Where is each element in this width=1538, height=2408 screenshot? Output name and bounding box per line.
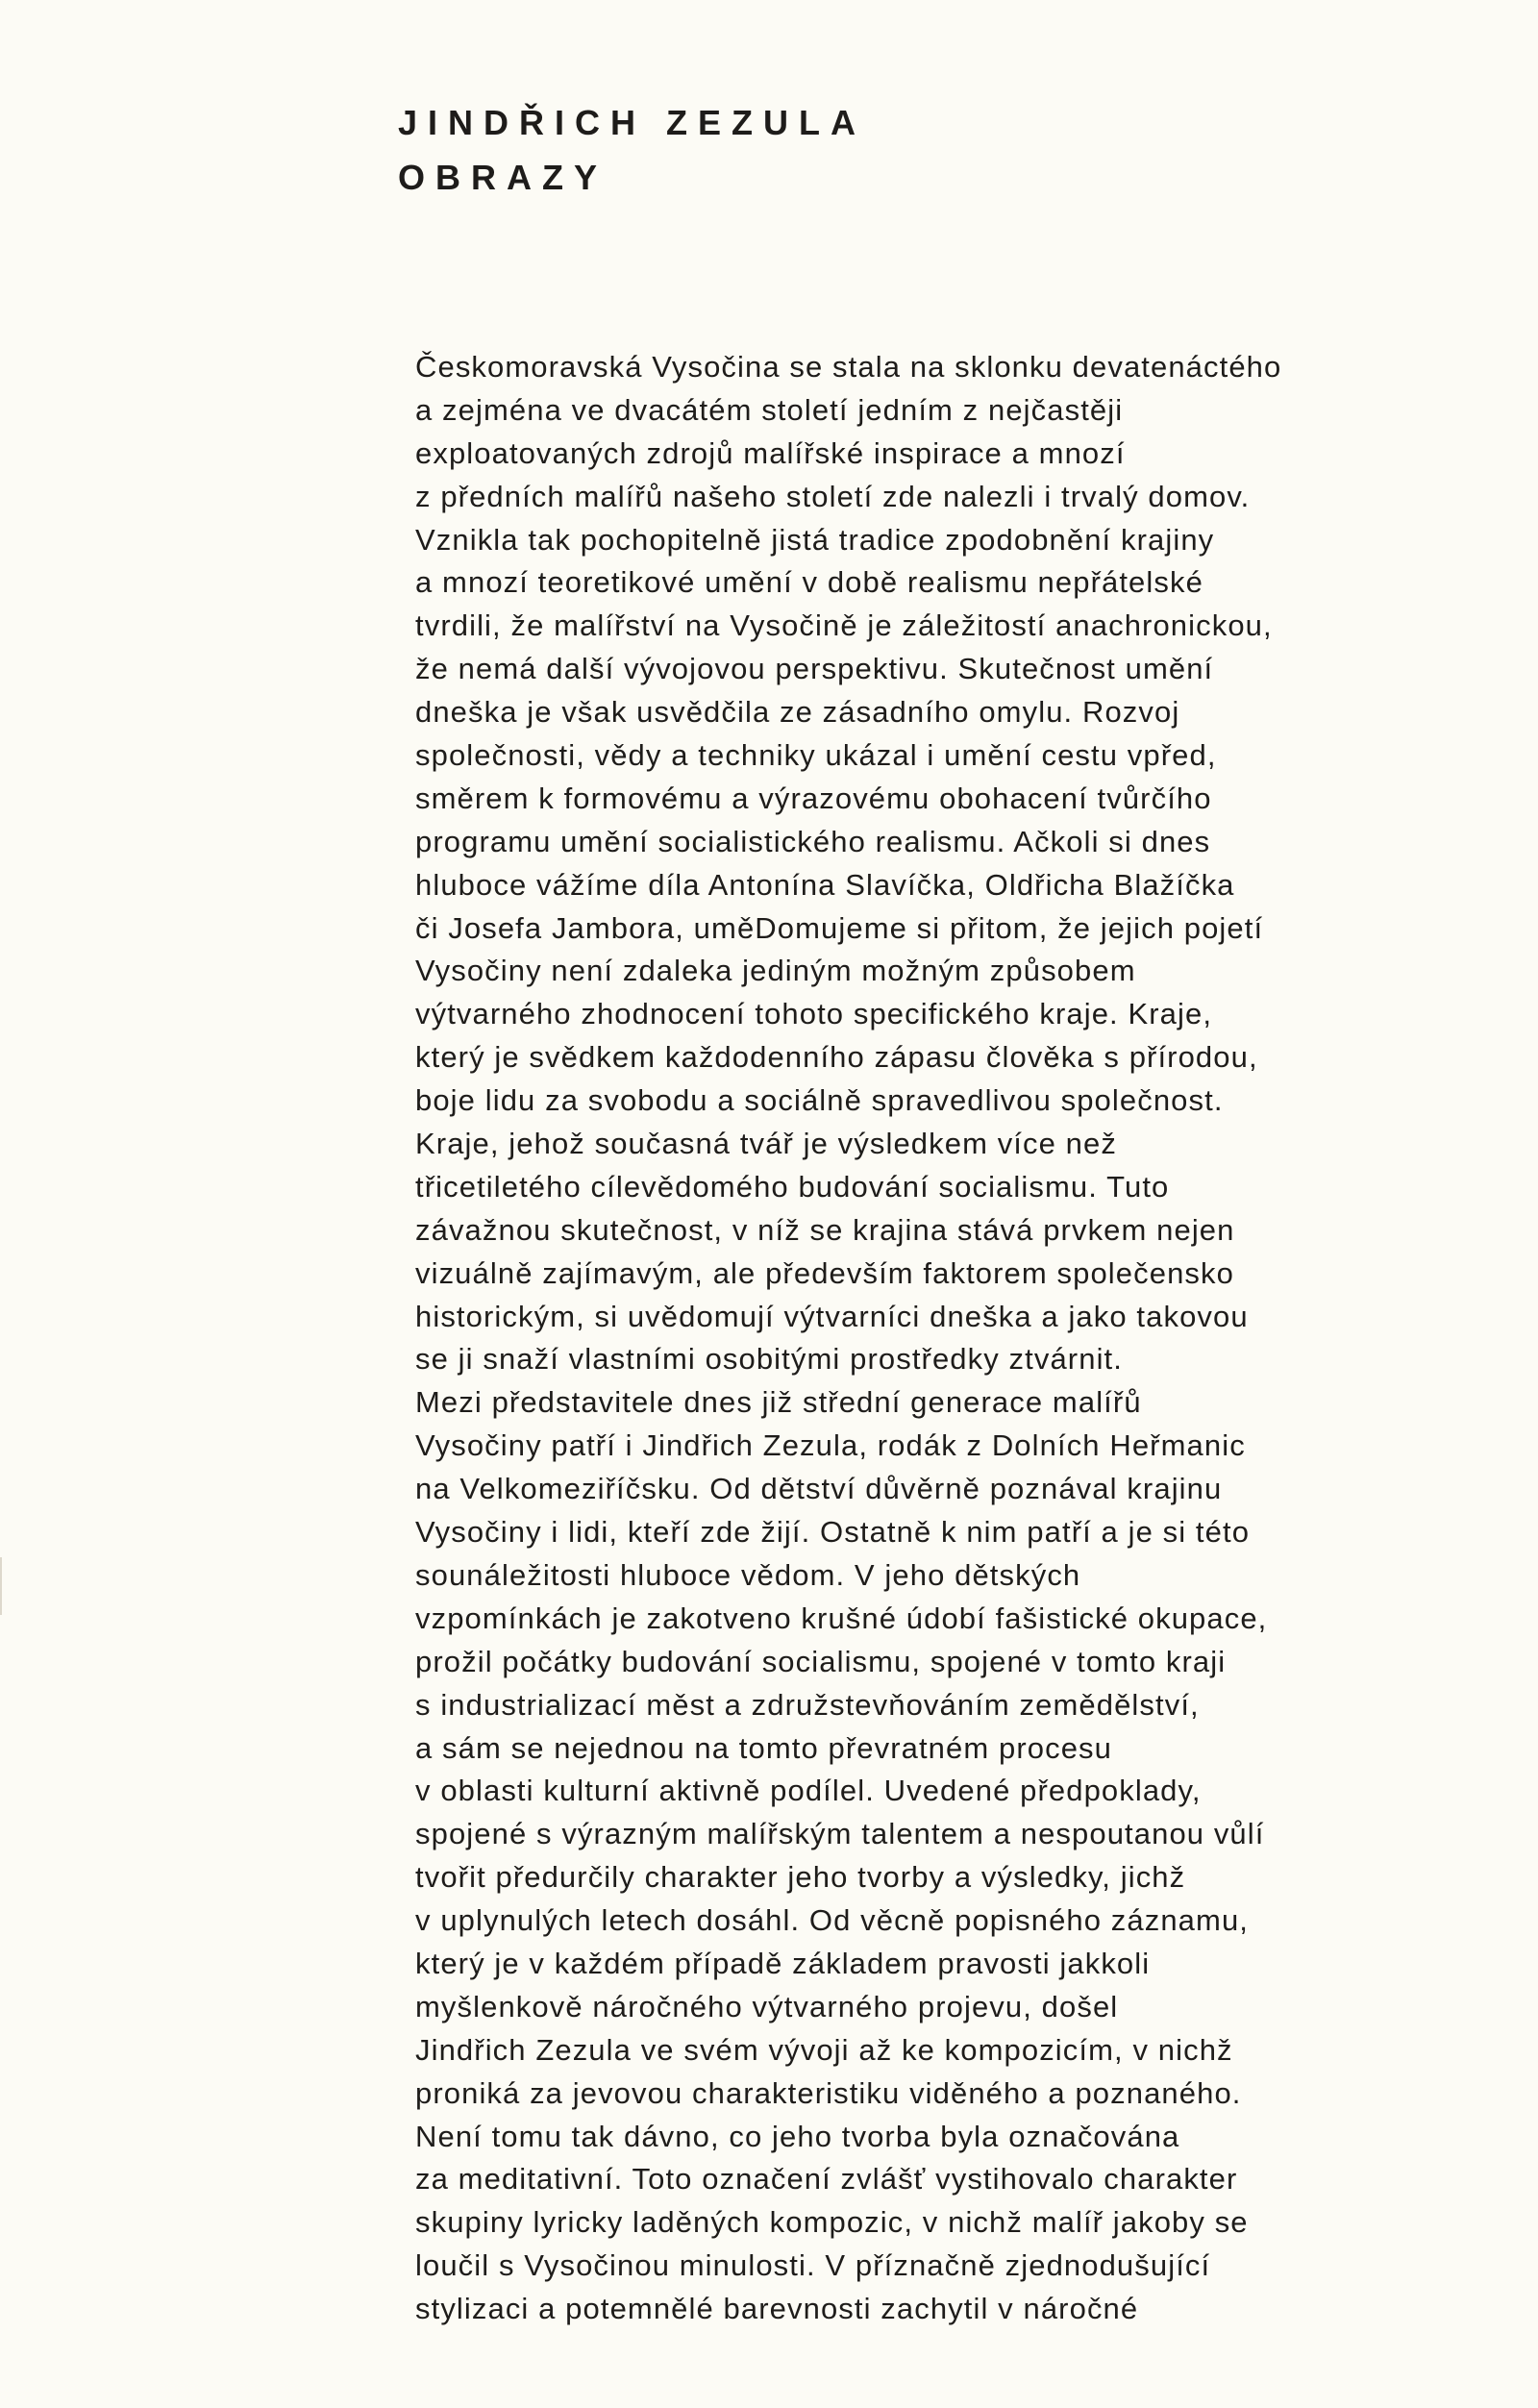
text-line: který je svědkem každodenního zápasu člověka s přírodou, [415,1040,1258,1075]
text-line: třicetiletého cílevědomého budování socialismu. Tuto [415,1169,1170,1204]
text-line: za meditativní. Toto označení zvlášť vystihovalo charakter [415,2162,1238,2197]
text-line: proniká za jevovou charakteristiku viděného a poznaného. [415,2075,1242,2110]
text-line: či Josefa Jambora, uměDomujeme si přitom, že jejich pojetí [415,910,1264,945]
text-line: tvořit předurčily charakter jeho tvorby a výsledky, jichž [415,1860,1186,1895]
author-heading: JINDŘICH ZEZULA [398,103,866,142]
text-line: spojené s výrazným malířským talentem a nespoutanou vůlí [415,1817,1265,1851]
text-line: vizuálně zajímavým, ale především faktorem společensko [415,1255,1234,1290]
text-line: prožil počátky budování socialismu, spojené v tomto kraji [415,1644,1227,1678]
text-line: loučil s Vysočinou minulosti. V příznačně zjednodušující [415,2248,1211,2283]
text-line: na Velkomeziříčsku. Od dětství důvěrně poznával krajinu [415,1472,1223,1506]
body-text [415,346,1281,2331]
text-line: s industrializací měst a združstevňováním zemědělství, [415,1687,1200,1722]
text-line: Mezi představitele dnes již střední generace malířů [415,1385,1142,1420]
text-line: boje lidu za svobodu a sociálně spravedlivou společnost. [415,1083,1224,1118]
text-line: Vysočiny i lidi, kteří zde žijí. Ostatně k nim patří a je si této [415,1515,1251,1550]
text-line: tvrdili, že malířství na Vysočině je záležitostí anachronickou, [415,608,1273,643]
text-line: se ji snaží vlastními osobitými prostředky ztvárnit. [415,1342,1123,1377]
text-line: vzpomínkách je zakotveno krušné údobí fašistické okupace, [415,1601,1268,1635]
text-line: závažnou skutečnost, v níž se krajina stává prvkem nejen [415,1212,1235,1247]
text-line: Není tomu tak dávno, co jeho tvorba byla označována [415,2119,1180,2153]
text-line: Vznikla tak pochopitelně jistá tradice zpodobnění krajiny [415,522,1215,557]
text-line: Jindřich Zezula ve svém vývoji až ke kompozicím, v nichž [415,2032,1233,2067]
text-line: Vysočiny není zdaleka jediným možným způsobem [415,954,1136,988]
text-line: z předních malířů našeho století zde nalezli i trvalý domov. [415,479,1251,513]
text-line: Českomoravská Vysočina se stala na sklonku devatenáctého [415,350,1282,384]
text-line: Vysočiny patří i Jindřich Zezula, rodák z Dolních Heřmanic [415,1428,1246,1463]
text-line: Kraje, jehož současná tvář je výsledkem více než [415,1127,1117,1161]
text-line: v uplynulých letech dosáhl. Od věcně popisného záznamu, [415,1903,1249,1938]
text-line: společnosti, vědy a techniky ukázal i umění cestu vpřed, [415,738,1217,773]
text-line: sounáležitosti hluboce vědom. V jeho dětských [415,1557,1081,1592]
text-line: směrem k formovému a výrazovému obohacení tvůrčího [415,781,1212,815]
text-line: dneška je však usvědčila ze zásadního omylu. Rozvoj [415,695,1180,730]
page-edge-mark [0,1557,2,1615]
text-line: a zejména ve dvacátém století jedním z nejčastěji [415,392,1124,427]
text-line: historickým, si uvědomují výtvarníci dneška a jako takovou [415,1299,1249,1333]
text-line: hluboce vážíme díla Antonína Slavíčka, Oldřicha Blažíčka [415,867,1235,902]
text-line: skupiny lyricky laděných kompozic, v nichž malíř jakoby se [415,2205,1249,2240]
text-line: a sám se nejednou na tomto převratném procesu [415,1730,1112,1765]
text-line: že nemá další vývojovou perspektivu. Skutečnost umění [415,652,1214,686]
text-line: programu umění socialistického realismu. Ačkoli si dnes [415,824,1211,858]
text-line: který je v každém případě základem pravosti jakkoli [415,1946,1151,1980]
page-title: OBRAZY [398,158,608,197]
text-line: exploatovaných zdrojů malířské inspirace a mnozí [415,435,1126,470]
text-line: stylizaci a potemnělé barevnosti zachytil v náročné [415,2292,1139,2326]
text-line: a mnozí teoretikové umění v době realismu nepřátelské [415,565,1203,600]
text-line: myšlenkově náročného výtvarného projevu, došel [415,1989,1119,2023]
text-line: v oblasti kulturní aktivně podílel. Uvedené předpoklady, [415,1774,1202,1808]
text-line: výtvarného zhodnocení tohoto specifického kraje. Kraje, [415,997,1213,1031]
